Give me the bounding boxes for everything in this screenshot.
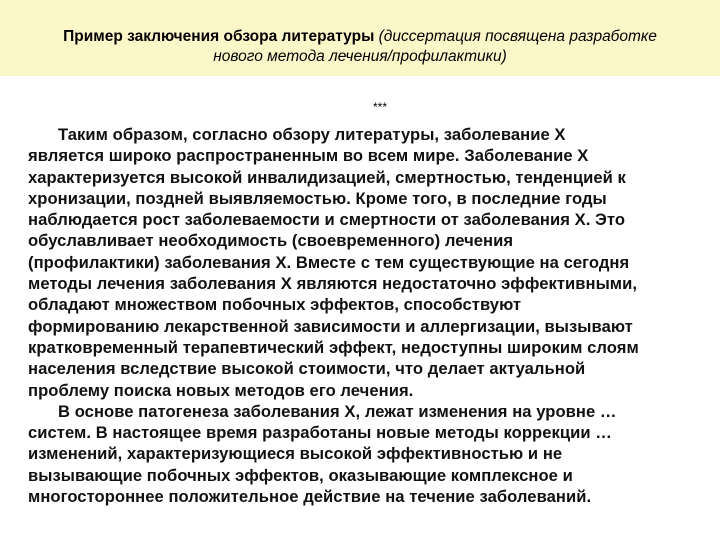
paragraph2-line: изменений, характеризующиеся высокой эффективностью и не xyxy=(28,444,563,464)
paragraph1-line: является широко распространенным во всем мире. Заболевание Х xyxy=(28,146,589,166)
slide-title xyxy=(8,27,712,67)
title-subtitle-part1: (диссертация посвящена разработке xyxy=(378,28,657,45)
paragraph1-line: наблюдается рост заболеваемости и смертности от заболевания Х. Это xyxy=(28,210,626,230)
paragraph1-line: обуславливает необходимость (своевременного) лечения xyxy=(28,231,514,251)
paragraph1-line: хронизации, поздней выявляемостью. Кроме того, в последние годы xyxy=(28,188,607,208)
paragraph1-line: характеризуется высокой инвалидизацией, смертностью, тенденцией к xyxy=(28,167,626,187)
paragraph1-line: кратковременный терапевтический эффект, недоступны широким слоям xyxy=(28,337,639,357)
paragraph1-line: населения вследствие высокой стоимости, что делает актуальной xyxy=(28,359,586,379)
paragraph2-line: многостороннее положительное действие на течение заболеваний. xyxy=(28,487,592,507)
title-band xyxy=(0,0,720,76)
paragraph1-line: формированию лекарственной зависимости и аллергизации, вызывают xyxy=(28,316,633,336)
paragraph1-line: обладают множеством побочных эффектов, способствуют xyxy=(28,295,522,315)
title-main: Пример заключения обзора литературы xyxy=(63,28,375,45)
paragraph1-line: методы лечения заболевания Х являются недостаточно эффективными, xyxy=(28,274,638,294)
paragraph2-line: систем. В настоящее время разработаны новые методы коррекции … xyxy=(28,423,612,443)
paragraph2-line: вызывающие побочных эффектов, оказывающие комплексное и xyxy=(28,465,573,485)
title-subtitle-part2: нового метода лечения/профилактики) xyxy=(213,48,507,65)
conclusion-text xyxy=(28,124,692,507)
paragraph1-line: (профилактики) заболевания Х. Вместе с тем существующие на сегодня xyxy=(28,252,630,272)
paragraph1-line: проблему поиска новых методов его лечения. xyxy=(28,380,414,400)
section-separator: *** xyxy=(372,100,387,114)
paragraph1-line: Таким образом, согласно обзору литературы, заболевание Х xyxy=(58,125,566,144)
paragraph2-line: В основе патогенеза заболевания Х, лежат изменения на уровне … xyxy=(58,401,617,421)
